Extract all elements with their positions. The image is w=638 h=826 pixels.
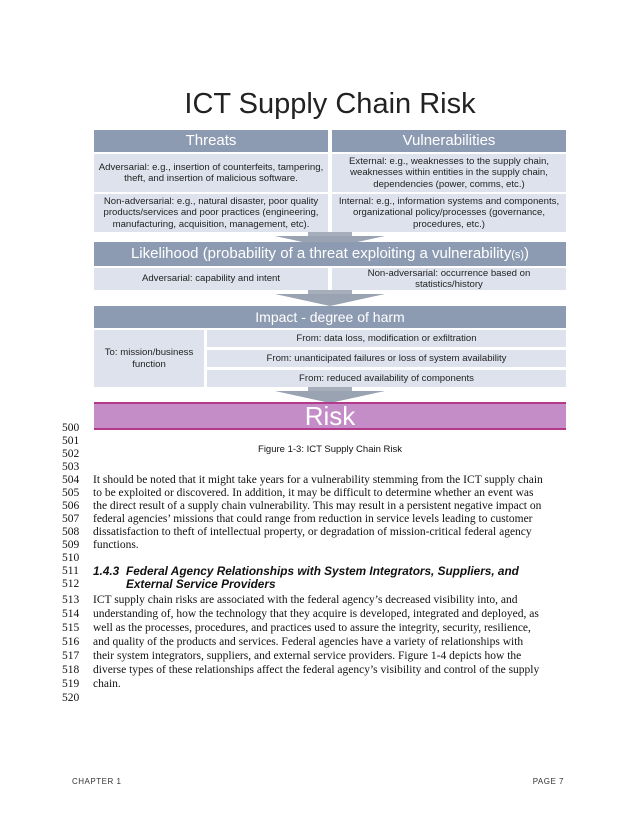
line-number: 508 [62, 526, 80, 538]
line-number: 511 [62, 565, 79, 577]
likelihood-header-close: ) [524, 245, 530, 262]
diagram-title: ICT Supply Chain Risk [184, 88, 476, 120]
paragraph-2-line: understanding of, how the technology that they acquire is developed, integrated and deployed, as [93, 608, 539, 620]
figure-caption: Figure 1-3: ICT Supply Chain Risk [258, 444, 402, 455]
impact-target-cell: To: mission/business function [94, 330, 204, 387]
paragraph-2-line: chain. [93, 678, 121, 690]
line-number: 513 [62, 594, 80, 606]
line-number: 515 [62, 622, 80, 634]
section-title-line-1: Federal Agency Relationships with System Integrators, Suppliers, and [126, 564, 519, 578]
threats-non-adversarial-cell: Non-adversarial: e.g., natural disaster, poor quality products/services and poor practices (engineering, manufacturing, acquisition, management, etc). [94, 194, 328, 232]
footer-page-number: PAGE 7 [532, 777, 564, 786]
line-number: 520 [62, 692, 80, 704]
risk-bar: Risk [94, 402, 566, 430]
line-number: 509 [62, 539, 80, 551]
section-title-line-2: External Service Providers [126, 577, 276, 591]
likelihood-adversarial-cell: Adversarial: capability and intent [94, 268, 328, 290]
line-number: 519 [62, 678, 80, 690]
line-number: 507 [62, 513, 80, 525]
line-number: 501 [62, 435, 80, 447]
paragraph-2-line: ICT supply chain risks are associated with the federal agency’s decreased visibility into, and [93, 594, 518, 606]
line-number: 505 [62, 487, 80, 499]
paragraph-1-line: to be exploited or discovered. In addition, it may be difficult to determine whether an event was [93, 487, 534, 499]
line-number: 514 [62, 608, 80, 620]
paragraph-2-line: well as the processes, procedures, and practices used to assure the integrity, security, resilience, [93, 622, 531, 634]
supply-chain-risk-diagram [94, 130, 566, 430]
vulnerabilities-internal-cell: Internal: e.g., information systems and components, organizational policy/processes (governance, procedures, etc.) [332, 194, 566, 232]
line-number: 516 [62, 636, 80, 648]
down-arrow-icon-2 [275, 294, 385, 306]
impact-from-failures-cell: From: unanticipated failures or loss of system availability [207, 350, 566, 367]
line-number: 503 [62, 461, 80, 473]
vulnerabilities-external-cell: External: e.g., weaknesses to the supply chain, weaknesses within entities in the supply chain, dependencies (power, comms, etc.) [332, 154, 566, 192]
line-number: 512 [62, 578, 80, 590]
likelihood-header [94, 242, 566, 266]
line-number: 502 [62, 448, 80, 460]
impact-header: Impact - degree of harm [94, 306, 566, 328]
paragraph-1-line: functions. [93, 539, 139, 551]
line-number: 510 [62, 552, 80, 564]
section-number: 1.4.3 [93, 564, 120, 578]
impact-from-availability-cell: From: reduced availability of components [207, 370, 566, 387]
paragraph-1-line: federal agencies’ missions that could range from reduction in service levels leading to customer [93, 513, 533, 525]
line-number: 504 [62, 474, 80, 486]
paragraph-2-line: their system integrators, suppliers, and external service providers. Figure 1-4 depicts how the [93, 650, 522, 662]
paragraph-1-line: It should be noted that it might take years for a vulnerability stemming from the ICT supply chain [93, 474, 543, 486]
paragraph-2-line: and quality of the products and services. Federal agencies have a variety of relationships with [93, 636, 524, 648]
impact-from-data-loss-cell: From: data loss, modification or exfiltration [207, 330, 566, 347]
line-number: 518 [62, 664, 80, 676]
line-number: 500 [62, 422, 80, 434]
line-number: 506 [62, 500, 80, 512]
paragraph-1-line: dissatisfaction to theft of intellectual property, or degradation of mission-critical federal agency [93, 526, 532, 538]
likelihood-header-suffix: (s) [511, 249, 525, 261]
likelihood-non-adversarial-cell: Non-adversarial: occurrence based on statistics/history [332, 268, 566, 290]
likelihood-header-text: Likelihood (probability of a threat exploiting a vulnerability [130, 245, 512, 262]
threats-header: Threats [94, 130, 328, 152]
vulnerabilities-header: Vulnerabilities [332, 130, 566, 152]
footer-chapter: CHAPTER 1 [72, 777, 122, 786]
paragraph-1-line: the direct result of a supply chain vulnerability. This may result in a persistent negative impact on [93, 500, 542, 512]
paragraph-2-line: diverse types of these relationships affect the federal agency’s visibility and control of the supply [93, 664, 540, 676]
line-number: 517 [62, 650, 80, 662]
threats-adversarial-cell: Adversarial: e.g., insertion of counterfeits, tampering, theft, and insertion of malicious software. [94, 154, 328, 192]
